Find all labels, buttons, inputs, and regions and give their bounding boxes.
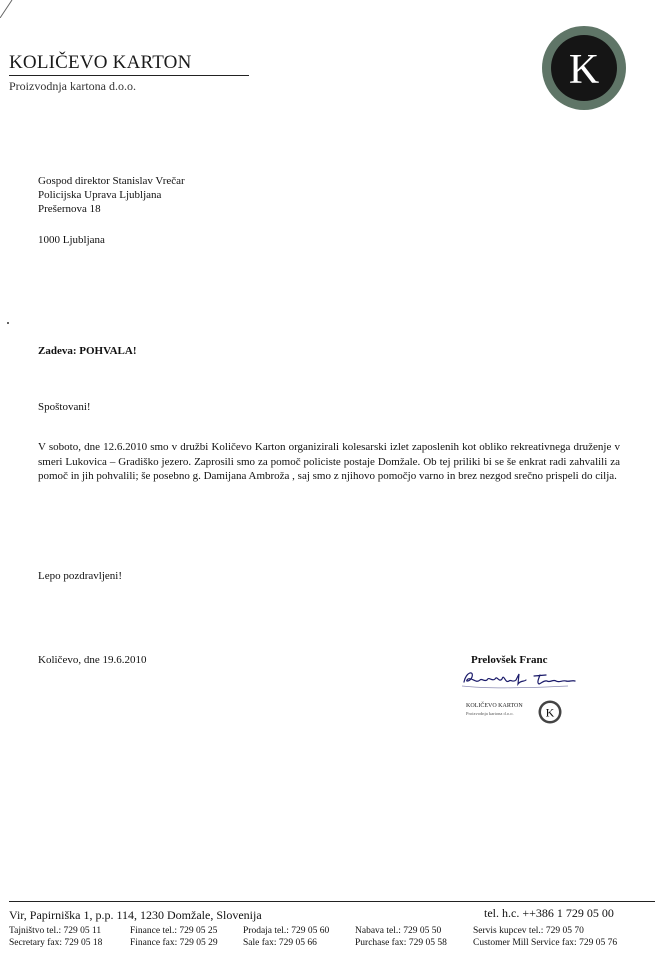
footer-rule [9, 901, 655, 902]
footer-contact-tel: Finance tel.: 729 05 25 [130, 926, 218, 936]
footer-contact-fax: Purchase fax: 729 05 58 [355, 937, 447, 948]
handwritten-signature [458, 664, 578, 692]
footer-contact-column [355, 926, 447, 949]
company-logo-icon [541, 25, 627, 111]
footer-contact-column [9, 926, 102, 949]
company-stamp [466, 698, 566, 728]
recipient-city: 1000 Ljubljana [38, 234, 105, 246]
stamp-logo-letter: K [545, 705, 555, 720]
stamp-logo-icon [538, 700, 562, 724]
logo-letter: K [568, 47, 600, 93]
subject-value: POHVALA! [79, 345, 137, 357]
subject-label: Zadeva: [38, 345, 77, 357]
footer-address: Vir, Papirniška 1, p.p. 114, 1230 Domžale, Slovenija [9, 908, 262, 922]
footer-contact-tel: Prodaja tel.: 729 05 60 [243, 926, 330, 936]
footer-contact-column [130, 926, 218, 949]
company-name: KOLIČEVO KARTON [9, 52, 192, 73]
footer-contact-column [243, 926, 329, 949]
recipient-line-2: Policijska Uprava Ljubljana [38, 189, 162, 201]
corner-fold-mark [0, 0, 14, 18]
recipient-line-3: Prešernova 18 [38, 203, 101, 215]
recipient-line-1: Gospod direktor Stanislav Vrečar [38, 175, 185, 187]
footer-contact-fax: Sale fax: 729 05 66 [243, 937, 317, 948]
letterhead-rule [9, 75, 249, 76]
footer-contact-tel: Tajništvo tel.: 729 05 11 [9, 926, 102, 936]
subject-line [38, 345, 137, 357]
footer-contact-tel: Servis kupcev tel.: 729 05 70 [473, 926, 584, 936]
salutation: Spoštovani! [38, 401, 91, 413]
place-date: Količevo, dne 19.6.2010 [38, 654, 147, 666]
stamp-subtitle: Proizvodnja kartona d.o.o. [466, 711, 514, 716]
stamp-company-name: KOLIČEVO KARTON [466, 703, 523, 709]
footer-main-phone: tel. h.c. ++386 1 729 05 00 [484, 906, 614, 920]
letter-body: V soboto, dne 12.6.2010 smo v družbi Količevo Karton organizirali kolesarski izlet zaposlenih kot obliko rekreativnega druženje v smeri Lukovica – Gradiško jezero. Zaprosili smo za pomoč policiste postaje Domžale. Ob tej priliki bi se še enkrat radi zahvalili za pomoč in jih pohvalili; še posebno g. Damijana Ambroža , saj smo z njihovo pomočjo varno in brez nezgod srečno prispeli do cilja. [38, 441, 620, 482]
recipient-address [38, 174, 185, 216]
footer-contact-fax: Customer Mill Service fax: 729 05 76 [473, 937, 618, 948]
footer-contact-column [473, 926, 617, 949]
margin-dot [7, 322, 9, 324]
footer-contact-fax: Finance fax: 729 05 29 [130, 937, 218, 948]
closing: Lepo pozdravljeni! [38, 570, 122, 582]
footer-contact-fax: Secretary fax: 729 05 18 [9, 937, 103, 948]
footer-contact-tel: Nabava tel.: 729 05 50 [355, 926, 442, 936]
company-subtitle: Proizvodnja kartona d.o.o. [9, 79, 136, 93]
signatory-name: Prelovšek Franc [471, 654, 548, 666]
